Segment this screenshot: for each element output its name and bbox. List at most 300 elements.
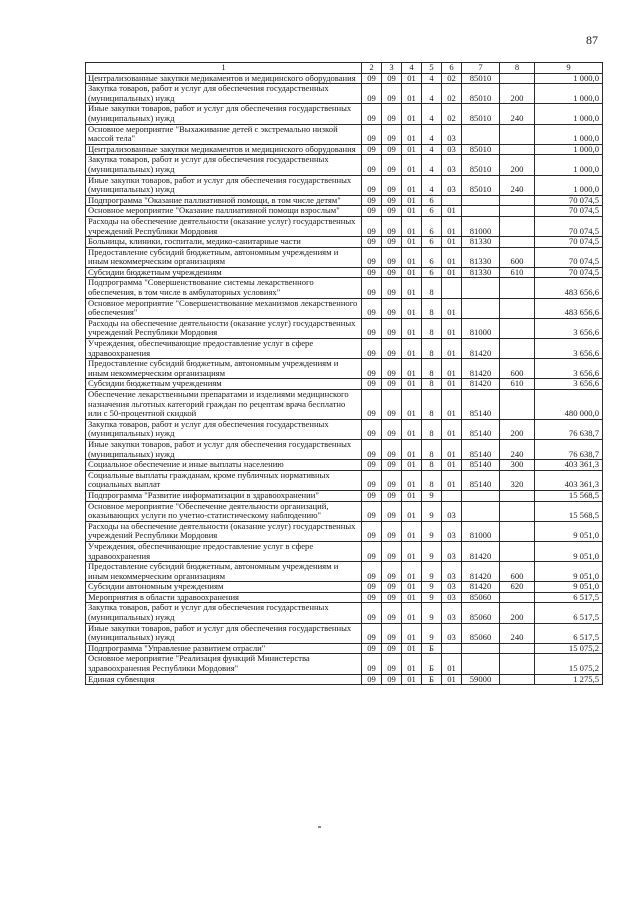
code-program: 01 [402, 541, 422, 561]
row-name: Субсидии бюджетным учреждениям [86, 379, 362, 390]
code-section: 09 [362, 521, 382, 541]
code-section: 09 [362, 247, 382, 267]
code-program: 01 [402, 582, 422, 593]
code-section: 09 [362, 674, 382, 685]
code-target-article: 85010 [462, 175, 500, 195]
row-name: Подпрограмма "Оказание паллиативной помощи, в том числе детям" [86, 195, 362, 206]
code-activity: 01 [442, 247, 462, 267]
code-expense-type [500, 643, 535, 654]
row-name: Обеспечение лекарственными препаратами и изделиями медицинского назначения льготных категорий граждан по рецептам врача бесплатно или с 50-процентной скидкой [86, 390, 362, 420]
code-activity: 01 [442, 379, 462, 390]
amount: 70 074,5 [535, 247, 603, 267]
code-program: 01 [402, 237, 422, 248]
amount: 9 051,0 [535, 521, 603, 541]
code-expense-type [500, 318, 535, 338]
code-subsection: 09 [382, 460, 402, 471]
code-expense-type [500, 237, 535, 248]
code-program: 01 [402, 501, 422, 521]
amount: 1 000,0 [535, 84, 603, 104]
code-section: 09 [362, 390, 382, 420]
code-subsection: 09 [382, 592, 402, 603]
code-section: 09 [362, 592, 382, 603]
code-section: 09 [362, 470, 382, 490]
code-subsection: 09 [382, 582, 402, 593]
code-subprogram: 8 [422, 379, 442, 390]
amount: 70 074,5 [535, 216, 603, 236]
code-expense-type [500, 216, 535, 236]
code-activity [442, 278, 462, 298]
amount: 403 361,3 [535, 470, 603, 490]
code-subprogram: 8 [422, 298, 442, 318]
code-subprogram: 8 [422, 439, 442, 459]
column-header-8: 8 [500, 63, 535, 74]
code-section: 09 [362, 278, 382, 298]
amount: 1 000,0 [535, 175, 603, 195]
table-row [86, 582, 603, 593]
code-target-article [462, 501, 500, 521]
code-program: 01 [402, 104, 422, 124]
code-activity: 01 [442, 318, 462, 338]
row-name: Основное мероприятие "Оказание паллиативной помощи взрослым" [86, 206, 362, 217]
code-target-article: 81420 [462, 541, 500, 561]
page-number: 87 [586, 33, 598, 47]
code-section: 09 [362, 318, 382, 338]
table-row [86, 318, 603, 338]
amount: 1 000,0 [535, 124, 603, 144]
amount: 1 000,0 [535, 104, 603, 124]
code-program: 01 [402, 84, 422, 104]
code-program: 01 [402, 603, 422, 623]
code-subprogram: Б [422, 643, 442, 654]
code-program: 01 [402, 379, 422, 390]
code-program: 01 [402, 216, 422, 236]
code-section: 09 [362, 582, 382, 593]
row-name: Закупка товаров, работ и услуг для обеспечения государственных (муниципальных) нужд [86, 84, 362, 104]
table-row [86, 175, 603, 195]
code-program: 01 [402, 247, 422, 267]
table-row [86, 237, 603, 248]
code-expense-type [500, 73, 535, 84]
code-subsection: 09 [382, 298, 402, 318]
code-subprogram: Б [422, 654, 442, 674]
column-header-3: 3 [382, 63, 402, 74]
code-target-article [462, 195, 500, 206]
code-expense-type: 610 [500, 379, 535, 390]
code-activity [442, 195, 462, 206]
code-subsection: 09 [382, 206, 402, 217]
code-expense-type [500, 490, 535, 501]
row-name: Предоставление субсидий бюджетным, автономным учреждениям и иным некоммерческим организациям [86, 562, 362, 582]
code-subsection: 09 [382, 379, 402, 390]
table-row [86, 603, 603, 623]
amount: 1 000,0 [535, 73, 603, 84]
table-row [86, 379, 603, 390]
code-program: 01 [402, 339, 422, 359]
code-target-article [462, 490, 500, 501]
column-header-2: 2 [362, 63, 382, 74]
column-header-6: 6 [442, 63, 462, 74]
code-section: 09 [362, 206, 382, 217]
code-activity: 01 [442, 470, 462, 490]
code-expense-type: 610 [500, 267, 535, 278]
table-row [86, 419, 603, 439]
code-subsection: 09 [382, 267, 402, 278]
code-subsection: 09 [382, 73, 402, 84]
table-row [86, 278, 603, 298]
code-expense-type [500, 592, 535, 603]
code-subprogram: 9 [422, 603, 442, 623]
code-subprogram: 9 [422, 623, 442, 643]
code-expense-type [500, 124, 535, 144]
code-target-article: 81330 [462, 237, 500, 248]
amount: 403 361,3 [535, 460, 603, 471]
code-target-article: 81420 [462, 339, 500, 359]
amount: 1 000,0 [535, 155, 603, 175]
amount: 483 656,6 [535, 278, 603, 298]
code-expense-type: 200 [500, 84, 535, 104]
amount: 15 075,2 [535, 643, 603, 654]
code-subsection: 09 [382, 104, 402, 124]
table-row [86, 206, 603, 217]
code-subsection: 09 [382, 470, 402, 490]
code-target-article: 85140 [462, 470, 500, 490]
code-activity: 03 [442, 592, 462, 603]
table-row [86, 144, 603, 155]
code-section: 09 [362, 339, 382, 359]
code-subprogram: 8 [422, 278, 442, 298]
code-program: 01 [402, 439, 422, 459]
row-name: Подпрограмма "Управление развитием отрасли" [86, 643, 362, 654]
table-row [86, 155, 603, 175]
code-program: 01 [402, 206, 422, 217]
row-name: Закупка товаров, работ и услуг для обеспечения государственных (муниципальных) нужд [86, 419, 362, 439]
code-section: 09 [362, 104, 382, 124]
code-subprogram: 8 [422, 318, 442, 338]
code-subprogram: 4 [422, 155, 442, 175]
code-subsection: 09 [382, 541, 402, 561]
code-section: 09 [362, 73, 382, 84]
code-expense-type [500, 195, 535, 206]
code-activity: 02 [442, 104, 462, 124]
code-activity: 01 [442, 419, 462, 439]
code-target-article: 85140 [462, 439, 500, 459]
code-expense-type: 600 [500, 247, 535, 267]
code-section: 09 [362, 237, 382, 248]
code-program: 01 [402, 278, 422, 298]
code-subprogram: 6 [422, 247, 442, 267]
code-subprogram: 8 [422, 359, 442, 379]
code-program: 01 [402, 267, 422, 278]
row-name: Централизованные закупки медикаментов и медицинского оборудования [86, 144, 362, 155]
code-expense-type [500, 206, 535, 217]
row-name: Расходы на обеспечение деятельности (оказание услуг) государственных учреждений Республики Мордовия [86, 521, 362, 541]
code-section: 09 [362, 603, 382, 623]
row-name: Закупка товаров, работ и услуг для обеспечения государственных (муниципальных) нужд [86, 155, 362, 175]
code-subprogram: 4 [422, 175, 442, 195]
row-name: Единая субвенция [86, 674, 362, 685]
code-subsection: 09 [382, 501, 402, 521]
amount: 6 517,5 [535, 603, 603, 623]
amount: 15 568,5 [535, 501, 603, 521]
table-body [86, 73, 603, 685]
code-subprogram: 9 [422, 582, 442, 593]
code-subsection: 09 [382, 144, 402, 155]
code-subsection: 09 [382, 603, 402, 623]
code-subprogram: 9 [422, 562, 442, 582]
table-row [86, 267, 603, 278]
table-row [86, 298, 603, 318]
table-row [86, 359, 603, 379]
amount: 70 074,5 [535, 237, 603, 248]
row-name: Основное мероприятие "Совершенствование механизмов лекарственного обеспечения" [86, 298, 362, 318]
code-target-article: 85060 [462, 603, 500, 623]
code-program: 01 [402, 298, 422, 318]
table-row [86, 439, 603, 459]
column-header-4: 4 [402, 63, 422, 74]
table-row [86, 104, 603, 124]
code-subsection: 09 [382, 175, 402, 195]
code-section: 09 [362, 359, 382, 379]
table-row [86, 124, 603, 144]
row-name: Иные закупки товаров, работ и услуг для обеспечения государственных (муниципальных) нужд [86, 104, 362, 124]
amount: 3 656,6 [535, 339, 603, 359]
amount: 480 000,0 [535, 390, 603, 420]
code-section: 09 [362, 562, 382, 582]
code-subsection: 09 [382, 419, 402, 439]
column-header-7: 7 [462, 63, 500, 74]
code-expense-type: 200 [500, 419, 535, 439]
code-expense-type [500, 654, 535, 674]
code-subsection: 09 [382, 623, 402, 643]
row-name: Учреждения, обеспечивающие предоставление услуг в сфере здравоохранения [86, 339, 362, 359]
code-target-article: 85140 [462, 419, 500, 439]
code-target-article [462, 278, 500, 298]
code-subprogram: 9 [422, 521, 442, 541]
table-row [86, 460, 603, 471]
column-header-5: 5 [422, 63, 442, 74]
code-subsection: 09 [382, 216, 402, 236]
table-row [86, 541, 603, 561]
row-name: Подпрограмма "Совершенствование системы лекарственного обеспечения, в том числе в амбулаторных условиях" [86, 278, 362, 298]
amount: 70 074,5 [535, 206, 603, 217]
code-subprogram: 9 [422, 501, 442, 521]
code-subprogram: 8 [422, 339, 442, 359]
code-activity: 01 [442, 216, 462, 236]
row-name: Субсидии автономным учреждениям [86, 582, 362, 593]
code-section: 09 [362, 216, 382, 236]
code-program: 01 [402, 73, 422, 84]
code-program: 01 [402, 318, 422, 338]
amount: 1 275,5 [535, 674, 603, 685]
code-subsection: 09 [382, 643, 402, 654]
code-subprogram: 9 [422, 490, 442, 501]
code-section: 09 [362, 654, 382, 674]
code-expense-type: 620 [500, 582, 535, 593]
code-program: 01 [402, 490, 422, 501]
table-row [86, 247, 603, 267]
code-expense-type [500, 541, 535, 561]
code-target-article: 81000 [462, 318, 500, 338]
table-row [86, 73, 603, 84]
code-expense-type: 320 [500, 470, 535, 490]
code-subsection: 09 [382, 339, 402, 359]
table-row [86, 490, 603, 501]
table-row [86, 470, 603, 490]
code-subsection: 09 [382, 84, 402, 104]
code-expense-type: 600 [500, 359, 535, 379]
code-target-article [462, 643, 500, 654]
code-subsection: 09 [382, 521, 402, 541]
code-program: 01 [402, 592, 422, 603]
code-activity [442, 490, 462, 501]
code-program: 01 [402, 623, 422, 643]
row-name: Основное мероприятие "Реализация функций Министерства здравоохранения Республики Мордовия" [86, 654, 362, 674]
code-section: 09 [362, 419, 382, 439]
amount: 15 075,2 [535, 654, 603, 674]
amount: 9 051,0 [535, 562, 603, 582]
code-subsection: 09 [382, 359, 402, 379]
code-expense-type [500, 278, 535, 298]
code-activity: 01 [442, 237, 462, 248]
code-target-article: 59000 [462, 674, 500, 685]
budget-table [85, 62, 603, 685]
code-activity: 03 [442, 155, 462, 175]
row-name: Мероприятия в области здравоохранения [86, 592, 362, 603]
code-subprogram: 6 [422, 206, 442, 217]
row-name: Подпрограмма "Развитие информатизации в здравоохранении" [86, 490, 362, 501]
code-expense-type [500, 501, 535, 521]
code-program: 01 [402, 521, 422, 541]
code-subsection: 09 [382, 155, 402, 175]
row-name: Иные закупки товаров, работ и услуг для обеспечения государственных (муниципальных) нужд [86, 623, 362, 643]
code-target-article: 81330 [462, 267, 500, 278]
table-row [86, 592, 603, 603]
code-subprogram: 9 [422, 592, 442, 603]
amount: 15 568,5 [535, 490, 603, 501]
row-name: Социальные выплаты гражданам, кроме публичных нормативных социальных выплат [86, 470, 362, 490]
amount: 70 074,5 [535, 195, 603, 206]
code-expense-type: 300 [500, 460, 535, 471]
code-subprogram: 6 [422, 237, 442, 248]
table-row [86, 339, 603, 359]
code-subsection: 09 [382, 237, 402, 248]
row-name: Расходы на обеспечение деятельности (оказание услуг) государственных учреждений Республики Мордовия [86, 318, 362, 338]
code-section: 09 [362, 155, 382, 175]
code-activity: 03 [442, 124, 462, 144]
code-activity: 03 [442, 582, 462, 593]
code-target-article: 85010 [462, 144, 500, 155]
amount: 9 051,0 [535, 582, 603, 593]
code-subprogram: 4 [422, 84, 442, 104]
amount: 1 000,0 [535, 144, 603, 155]
code-section: 09 [362, 643, 382, 654]
code-target-article [462, 206, 500, 217]
table-row [86, 623, 603, 643]
code-subprogram: 6 [422, 267, 442, 278]
row-name: Централизованные закупки медикаментов и медицинского оборудования [86, 73, 362, 84]
code-activity: 03 [442, 541, 462, 561]
code-subsection: 09 [382, 439, 402, 459]
code-expense-type: 200 [500, 603, 535, 623]
code-activity: 03 [442, 144, 462, 155]
code-target-article: 85010 [462, 73, 500, 84]
code-activity: 03 [442, 562, 462, 582]
code-program: 01 [402, 175, 422, 195]
code-section: 09 [362, 460, 382, 471]
table-row [86, 654, 603, 674]
code-program: 01 [402, 674, 422, 685]
code-expense-type [500, 144, 535, 155]
code-subprogram: 6 [422, 195, 442, 206]
code-program: 01 [402, 460, 422, 471]
code-program: 01 [402, 195, 422, 206]
code-expense-type: 200 [500, 155, 535, 175]
code-subsection: 09 [382, 247, 402, 267]
code-subprogram: 8 [422, 460, 442, 471]
code-expense-type: 240 [500, 104, 535, 124]
code-program: 01 [402, 390, 422, 420]
code-target-article: 81420 [462, 562, 500, 582]
code-subprogram: Б [422, 674, 442, 685]
code-expense-type: 600 [500, 562, 535, 582]
code-subprogram: 4 [422, 104, 442, 124]
code-target-article [462, 654, 500, 674]
amount: 3 656,6 [535, 379, 603, 390]
code-target-article: 81420 [462, 582, 500, 593]
column-header-9: 9 [535, 63, 603, 74]
code-expense-type: 240 [500, 175, 535, 195]
code-program: 01 [402, 155, 422, 175]
code-subsection: 09 [382, 490, 402, 501]
row-name: Основное мероприятие "Обеспечение деятельности организаций, оказывающих услуги по учетно-статистическому наблюдению" [86, 501, 362, 521]
amount: 3 656,6 [535, 318, 603, 338]
code-subprogram: 8 [422, 419, 442, 439]
code-program: 01 [402, 419, 422, 439]
table-row [86, 390, 603, 420]
code-expense-type [500, 521, 535, 541]
code-program: 01 [402, 470, 422, 490]
table-row [86, 674, 603, 685]
code-subsection: 09 [382, 278, 402, 298]
amount: 3 656,6 [535, 359, 603, 379]
code-activity: 03 [442, 623, 462, 643]
code-activity: 01 [442, 267, 462, 278]
code-subsection: 09 [382, 562, 402, 582]
code-activity: 03 [442, 501, 462, 521]
code-subsection: 09 [382, 124, 402, 144]
code-program: 01 [402, 562, 422, 582]
table-row [86, 562, 603, 582]
code-activity: 03 [442, 521, 462, 541]
scan-mark [318, 826, 321, 828]
code-subsection: 09 [382, 674, 402, 685]
code-activity [442, 643, 462, 654]
row-name: Субсидии бюджетным учреждениям [86, 267, 362, 278]
table-row [86, 501, 603, 521]
amount: 9 051,0 [535, 541, 603, 561]
code-activity: 03 [442, 603, 462, 623]
code-section: 09 [362, 298, 382, 318]
code-subprogram: 6 [422, 216, 442, 236]
code-expense-type [500, 674, 535, 685]
amount: 6 517,5 [535, 592, 603, 603]
code-section: 09 [362, 541, 382, 561]
amount: 483 656,6 [535, 298, 603, 318]
row-name: Социальное обеспечение и иные выплаты населению [86, 460, 362, 471]
code-section: 09 [362, 379, 382, 390]
code-subprogram: 4 [422, 144, 442, 155]
code-activity: 01 [442, 674, 462, 685]
